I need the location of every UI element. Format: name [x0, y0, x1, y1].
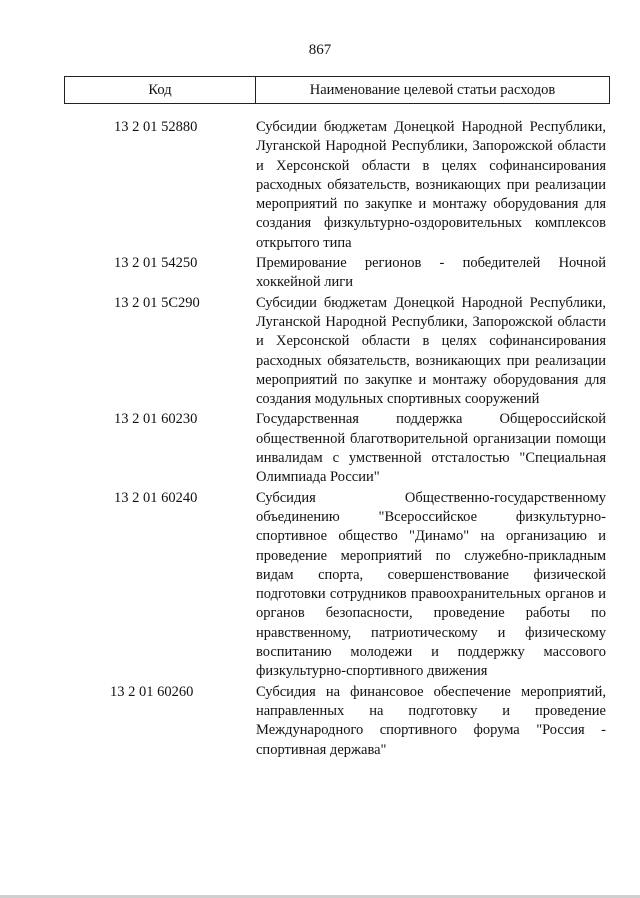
item-description: Субсидии бюджетам Донецкой Народной Республики, Луганской Народной Республики, Запорожской области и Херсонской области в целях софинансирования расходных обязательств, возникающих при реализации мероприятий по закупке и монтажу оборудования для создания модульных спортивных сооружений	[256, 294, 606, 408]
table-row	[0, 410, 640, 487]
item-code: 13 2 01 52880	[114, 119, 198, 135]
item-description: Государственная поддержка Общероссийской общественной благотворительной организации помощи инвалидам с умственной отсталостью "Специальная Олимпиада России"	[256, 411, 606, 486]
item-code: 13 2 01 5С290	[114, 294, 200, 311]
item-code: 13 2 01 60260	[110, 683, 194, 700]
table-row	[0, 294, 640, 410]
expense-items-list	[0, 118, 640, 761]
page-number: 867	[308, 42, 332, 58]
table-row	[0, 683, 640, 760]
item-code: 13 2 01 60230	[114, 411, 198, 428]
table-row	[0, 489, 640, 682]
table-header	[64, 76, 610, 104]
table-row	[0, 118, 640, 253]
item-description: Субсидия Общественно-государственному объединению "Всероссийское физкультурно-спортивное общество "Динамо" на организацию и проведение мероприятий по служебно-прикладным видам спорта, совершенствование физической подготовки сотрудников правоохранительных органов и органов безопасности, проведение работы по нравственному, патриотическому и физическому воспитанию молодежи и поддержку массового физкультурно-спортивного движения	[256, 489, 606, 680]
code-column-header: Код	[65, 77, 256, 103]
table-row	[0, 254, 640, 293]
item-code: 13 2 01 60240	[114, 489, 198, 506]
item-code: 13 2 01 54250	[114, 255, 198, 272]
item-description: Премирование регионов - победителей Ночной хоккейной лиги	[256, 255, 606, 291]
item-description: Субсидия на финансовое обеспечение мероприятий, направленных на подготовку и проведение Международного спортивного форума "Россия - спортивная держава"	[256, 683, 606, 758]
name-column-header: Наименование целевой статьи расходов	[309, 81, 556, 98]
item-description: Субсидии бюджетам Донецкой Народной Республики, Луганской Народной Республики, Запорожской области и Херсонской области в целях софинансирования расходных обязательств, возникающих при реализации мероприятий по закупке и монтажу оборудования для создания физкультурно-оздоровительных комплексов открытого типа	[256, 119, 606, 251]
